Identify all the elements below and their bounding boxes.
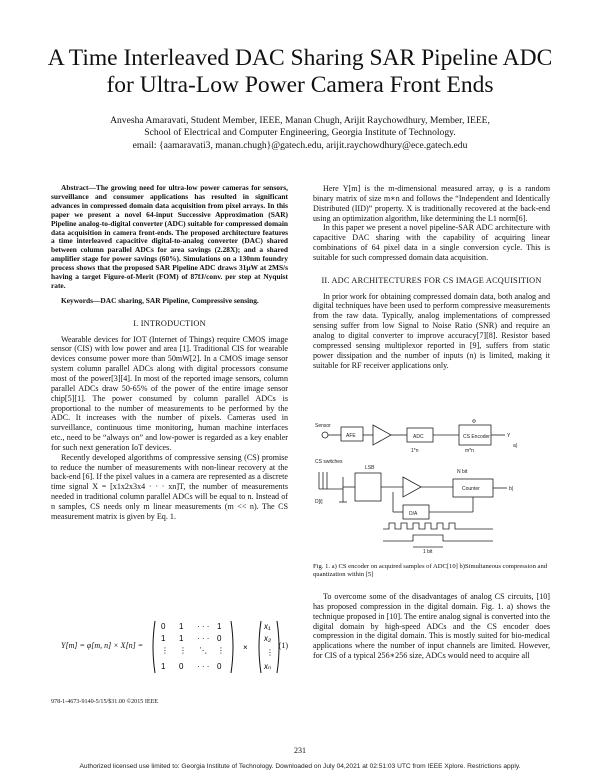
svg-text:1: 1: [161, 634, 166, 643]
intro-paragraph-2: Recently developed algorithms of compressive sensing (CS) promise to reduce the number of measurements with non-linear recovery at the back-end [6]. If the pixel values in a camera are represented as a discrete time signal X = [x1x2x3x4 · · · xn]T, the number of measurements needed in traditional column parallel ADCs will be equal to n. Instead of n samples, CS needs only m linear measurements (m << n). The CS measurement matrix is given by Eq. 1.: [51, 452, 288, 521]
svg-text:x₂: x₂: [264, 634, 272, 643]
author-affiliation: School of Electrical and Computer Engineering, Georgia Institute of Technology.: [144, 127, 456, 139]
abstract-text: Abstract—The growing need for ultra-low power cameras for sensors, surveillance and consumer applications has resulted in significant advances in compressed domain data acquisition from pixel arrays. In this paper we present a novel 64-input Successive Approximation (SAR) Pipeline analog-to-digital converter (ADC) suitable for compressed domain data acquisition in camera front-ends. The proposed architecture features a time interleaved capacitive digital-to-analog converter (DAC) shared between column parallel ADCs for area savings (2.28X); and a shared amplifier stage for power savings (60%). Simulations on a 130nm foundry process shows that the proposed SAR Pipeline ADC draws 31µW at 2MS/s having a target Figure-of-Merit (FOM) of 87fJ/conv. per step at Nyquist rate.: [51, 183, 288, 290]
svg-text:1: 1: [179, 622, 184, 631]
svg-text:×: ×: [243, 643, 248, 652]
figure-1-caption: Fig. 1. a) CS encoder on acquired samples of ADC[10] b)Simultaneous compression and quantization within [5]: [313, 563, 548, 579]
page-number: 231: [294, 746, 306, 755]
svg-text:⋮: ⋮: [179, 646, 187, 655]
equation-matrices: [151, 617, 291, 677]
fig-label-b: b): [509, 486, 514, 492]
author-block: [30, 115, 570, 152]
fig-label-phi: Φ: [472, 419, 476, 425]
intro-heading: I. INTRODUCTION: [133, 318, 206, 328]
paper-title: A Time Interleaved DAC Sharing SAR Pipeline ADC for Ultra-Low Power Camera Front Ends: [47, 45, 553, 98]
fig-label-1n: 1*n: [411, 448, 419, 454]
license-footer: Authorized licensed use limited to: Georgia Institute of Technology. Downloaded on July 04,2021 at 02:51:03 UTC from IEEE Xplore. Restrictions apply.: [79, 763, 521, 770]
section2-paragraph-1: In prior work for obtaining compressed domain data, both analog and digital techniques have been used to perform compressive measurements from the raw data. Typically, analog implementations of compressed sensing suffer from low Signal to Noise Ratio (SNR) and require an analog to digital converter to improve accuracy[7][8]. Resistor based compressed sensing multiplexor reported in [9], suffers from static power dissipation and the number of inputs (n) is limited, making it suitable for RF receiver applications only.: [313, 291, 550, 370]
fig-label-nbit: N bit: [457, 469, 468, 475]
svg-text:x₁: x₁: [264, 622, 271, 631]
author-names: Anvesha Amaravati, Student Member, IEEE, Manan Chugh, Arijit Raychowdhury, Member, IEEE,: [110, 115, 490, 126]
left-column: [51, 184, 288, 522]
equation-lhs: Y[m] = φ[m, n] × X[n] =: [61, 641, 144, 650]
clock-waveform: [383, 523, 493, 529]
copyright-notice: 978-1-4673-9140-5/15/$31.00 ©2015 IEEE: [51, 699, 159, 705]
svg-text:0: 0: [217, 634, 222, 643]
fig-label-adc: ADC: [413, 434, 424, 440]
integrator-block: [355, 473, 381, 501]
svg-text:· · ·: · · ·: [197, 622, 210, 631]
svg-text:· · ·: · · ·: [197, 634, 210, 643]
svg-text:0: 0: [179, 662, 184, 671]
figure-1-diagram: [313, 417, 550, 553]
fig-label-da: D/A: [409, 511, 418, 517]
svg-text:⋮: ⋮: [161, 646, 169, 655]
fig-label-counter: Counter: [462, 486, 480, 492]
svg-text:xₙ: xₙ: [264, 662, 272, 671]
data-waveform: [383, 535, 493, 541]
right-paragraph-2: In this paper we present a novel pipeline-SAR ADC architecture with capacitive DAC sharing with the capability of acquiring linear combinations of 64 pixel data in a single conversion cycle. This is suitable for such compressed domain data acquisition.: [313, 223, 550, 262]
figure-1: [313, 417, 550, 553]
fig-label-afe: AFE: [346, 433, 356, 439]
fig-label-a: a): [513, 443, 518, 449]
svg-text:⋮: ⋮: [217, 646, 225, 655]
abstract: [51, 184, 288, 306]
fig-label-sensor: Sensor: [315, 423, 331, 429]
svg-text:⋱: ⋱: [199, 646, 207, 655]
fig-label-mn: m*n: [465, 448, 474, 454]
sensor-icon: [322, 432, 328, 438]
author-email: email: {aamaravati3, manan.chugh}@gatech.edu, arijit.raychowdhury@ece.gatech.edu: [132, 139, 468, 151]
fig-label-cs-switches: CS switches: [315, 459, 343, 465]
fig-label-y: Y: [507, 433, 511, 439]
svg-text:1: 1: [179, 634, 184, 643]
fig-label-clk: 1 bit: [423, 549, 433, 553]
amplifier-triangle: [373, 425, 391, 445]
section2-paragraph-2: To overcome some of the disadvantages of analog CS circuits, [10] has proposed compression in the digital domain. Fig. 1. a) shows the technique proposed in [10]. The entire analog signal is converted into the digital domain by high-speed ADCs and the CS encoder does compression in the digital domain. This is mostly suited for bio-medical applications where the number of input channels are limited. However, for CIS of a typical 256∗256 size, ADCs would need to acquire all: [313, 592, 550, 661]
right-column-continued: [313, 592, 550, 661]
fig-label-dout: D[i]: [315, 499, 323, 505]
equation-1: [51, 617, 288, 677]
svg-text:1: 1: [217, 622, 222, 631]
svg-text:· · ·: · · ·: [197, 662, 210, 671]
fig-label-cs-encoder: CS Encoder: [463, 434, 490, 440]
equation-number: (1): [278, 641, 288, 650]
keywords: Keywords—DAC sharing, SAR Pipeline, Compressive sensing.: [61, 295, 259, 305]
right-paragraph-1: Here Y[m] is the m-dimensional measured array, φ is a random binary matrix of size m∗n and follows the “Independent and Identically Distributed (IID)” property. X is traditionally recovered at the back-end using an optimization algorithm, like determining the L1 norm[6].: [313, 184, 550, 223]
comparator-triangle: [403, 477, 421, 497]
svg-text:1: 1: [161, 662, 166, 671]
svg-text:⋮: ⋮: [266, 648, 274, 657]
fig-label-lsb: LSB: [365, 465, 375, 471]
section2-heading: II. ADC ARCHITECTURES FOR CS IMAGE ACQUISITION: [321, 275, 542, 285]
right-column: [313, 184, 550, 370]
svg-text:0: 0: [217, 662, 222, 671]
intro-paragraph-1: Wearable devices for IOT (Internet of Things) require CMOS image sensor (CIS) with low power and area [1]. Traditional CIS for wearable devices consume power more than 50mW[2]. In a CMOS image sensor system column parallel ADCs along with digital processors consume most of the power[3][4]. In most of the reported image sensors, column parallel ADCs draw 50-65% of the power of the entire image sensor chip[5][1]. The power consumed by column parallel ADCs is proportional to the number of measurements to be performed by the ADC. It increases with the number of pixels. Cameras used in surveillance, continuous time monitoring, human machine interfaces etc., need to be “always on” and low-power is regarded as a key enabler for such next generation IoT devices.: [51, 334, 288, 452]
svg-text:0: 0: [161, 622, 166, 631]
